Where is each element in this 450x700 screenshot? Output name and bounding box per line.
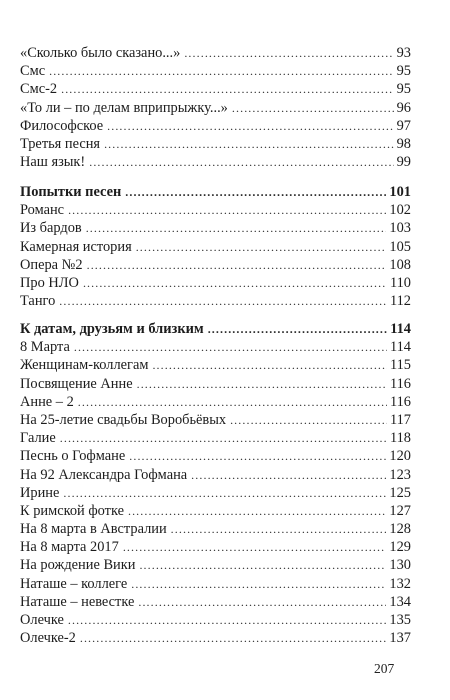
dot-leader	[184, 44, 393, 62]
toc-entry	[20, 484, 411, 502]
toc-entry	[20, 80, 411, 98]
dot-leader	[78, 393, 387, 411]
dot-leader	[60, 429, 387, 447]
toc-entry-title: «То ли – по делам вприпрыжку...»	[20, 99, 228, 116]
dot-leader	[129, 447, 386, 465]
toc-entry-title: Танго	[20, 293, 56, 310]
toc-entry	[20, 135, 411, 153]
toc-entry-title: Камерная история	[20, 238, 132, 255]
dot-leader	[232, 99, 394, 117]
toc-entry	[20, 520, 411, 538]
dot-leader	[80, 629, 387, 647]
toc-entry-title: Из бардов	[20, 220, 82, 237]
toc-entry-title: Олечке	[20, 612, 64, 628]
toc-group	[20, 320, 411, 647]
dot-leader	[74, 338, 387, 356]
toc-entry-title: На 25-летие свадьбы Воробьёвых	[20, 411, 227, 428]
dot-leader	[136, 238, 387, 256]
page-number: 207	[374, 661, 395, 676]
dot-leader	[68, 201, 386, 219]
toc-entry-title: Про НЛО	[20, 274, 79, 291]
toc-entry-page: 125	[389, 484, 411, 501]
toc-entry-title: На рождение Вики	[20, 557, 136, 574]
toc-entry-page: 132	[389, 575, 411, 592]
dot-leader	[191, 466, 386, 484]
toc-heading-title: К датам, друзьям и близким	[20, 321, 204, 337]
toc-entry-page: 117	[389, 411, 411, 428]
toc-entry-page: 93	[396, 45, 411, 61]
toc-entry-title: Смс	[20, 63, 46, 80]
dot-leader	[87, 256, 387, 274]
toc-entry-page: 128	[389, 521, 411, 538]
dot-leader	[137, 375, 387, 393]
toc-entry	[20, 429, 411, 447]
toc-entry	[20, 238, 411, 256]
toc-entry	[20, 356, 411, 374]
toc-entry-page: 96	[396, 99, 411, 116]
toc-entry	[20, 62, 411, 80]
dot-leader	[59, 292, 387, 310]
toc-entry-title: Песнь о Гофмане	[20, 448, 126, 465]
toc-entry-title: Галие	[20, 430, 56, 447]
dot-leader	[61, 80, 394, 98]
toc-section-heading	[20, 320, 411, 338]
toc-entry	[20, 575, 411, 593]
toc-entry-page: 127	[389, 502, 411, 519]
toc-entry-title: Ирине	[20, 484, 60, 501]
toc-entry	[20, 538, 411, 556]
toc-entry-title: Наш язык!	[20, 154, 86, 171]
dot-leader	[152, 356, 387, 374]
toc-entry-title: Романс	[20, 202, 65, 219]
toc-heading-page: 114	[390, 321, 411, 337]
toc-entry-page: 103	[389, 220, 411, 237]
toc-entry	[20, 153, 411, 171]
toc-entry-title: Посвящение Анне	[20, 375, 133, 392]
toc-entry-title: На 8 марта 2017	[20, 539, 119, 556]
toc-entry	[20, 375, 411, 393]
dot-leader	[171, 520, 387, 538]
toc-entry-page: 97	[396, 117, 411, 134]
toc-entry-title: Женщинам-коллегам	[20, 357, 149, 374]
toc-entry-page: 116	[389, 375, 411, 392]
toc-entry-title: На 92 Александра Гофмана	[20, 466, 188, 483]
toc-entry-page: 98	[396, 135, 411, 152]
toc-entry	[20, 201, 411, 219]
toc-entry-page: 102	[389, 202, 411, 219]
toc-entry	[20, 556, 411, 574]
toc-entry	[20, 117, 411, 135]
dot-leader	[104, 135, 394, 153]
toc-entry-page: 134	[389, 593, 411, 610]
toc-entry	[20, 219, 411, 237]
dot-leader	[107, 117, 393, 135]
toc-entry	[20, 393, 411, 411]
toc-entry-title: Опера №2	[20, 256, 83, 273]
toc-entry	[20, 629, 411, 647]
toc-entry-page: 130	[389, 557, 411, 574]
toc-group	[20, 183, 411, 310]
toc-heading-page: 101	[389, 184, 411, 200]
toc-section-heading	[20, 183, 411, 201]
toc-entry-page: 110	[389, 274, 411, 291]
toc-heading-title: Попытки песен	[20, 184, 122, 200]
toc-entry-title: Наташе – коллеге	[20, 575, 128, 592]
dot-leader	[128, 502, 386, 520]
toc-entry	[20, 338, 411, 356]
toc-entry-title: Наташе – невестке	[20, 593, 135, 610]
dot-leader	[63, 484, 386, 502]
toc-entry-title: Философское	[20, 117, 104, 134]
toc-entry	[20, 274, 411, 292]
dot-leader	[208, 320, 388, 338]
toc-entry-title: К римской фотке	[20, 502, 124, 519]
toc-entry-page: 123	[389, 466, 411, 483]
dot-leader	[86, 219, 387, 237]
toc-group	[20, 44, 411, 171]
toc-entry	[20, 611, 411, 629]
toc-entry-title: На 8 марта в Австралии	[20, 521, 167, 538]
toc-entry-page: 135	[389, 612, 411, 628]
toc-entry-page: 116	[389, 393, 411, 410]
toc-entry	[20, 99, 411, 117]
toc-entry-title: «Сколько было сказано...»	[20, 45, 181, 61]
toc-entry	[20, 447, 411, 465]
dot-leader	[68, 611, 387, 629]
dot-leader	[131, 575, 386, 593]
toc-entry-title: Олечке-2	[20, 630, 76, 647]
toc-entry-page: 105	[389, 238, 411, 255]
toc-entry-page: 120	[389, 448, 411, 465]
dot-leader	[125, 183, 386, 201]
dot-leader	[49, 62, 394, 80]
toc-entry-title: Смс-2	[20, 81, 58, 98]
toc-entry-title: Третья песня	[20, 135, 101, 152]
toc-entry-title: 8 Марта	[20, 339, 70, 356]
toc-entry-page: 115	[389, 357, 411, 374]
toc-entry	[20, 466, 411, 484]
toc-entry-title: Анне – 2	[20, 393, 74, 410]
dot-leader	[89, 153, 393, 171]
dot-leader	[123, 538, 387, 556]
toc-entry	[20, 44, 411, 62]
toc-entry-page: 99	[396, 154, 411, 171]
toc-entry-page: 95	[396, 63, 411, 80]
toc-entry	[20, 502, 411, 520]
dot-leader	[138, 593, 386, 611]
toc-entry-page: 137	[389, 630, 411, 647]
dot-leader	[83, 274, 387, 292]
toc-entry	[20, 292, 411, 310]
dot-leader	[230, 411, 387, 429]
toc-entry	[20, 256, 411, 274]
toc-entry-page: 112	[389, 293, 411, 310]
toc-entry-page: 95	[396, 81, 411, 98]
toc-entry-page: 118	[389, 430, 411, 447]
toc-entry-page: 129	[389, 539, 411, 556]
toc-entry	[20, 593, 411, 611]
toc-entry-page: 108	[389, 256, 411, 273]
dot-leader	[139, 556, 386, 574]
toc-entry	[20, 411, 411, 429]
toc-entry-page: 114	[389, 339, 411, 356]
